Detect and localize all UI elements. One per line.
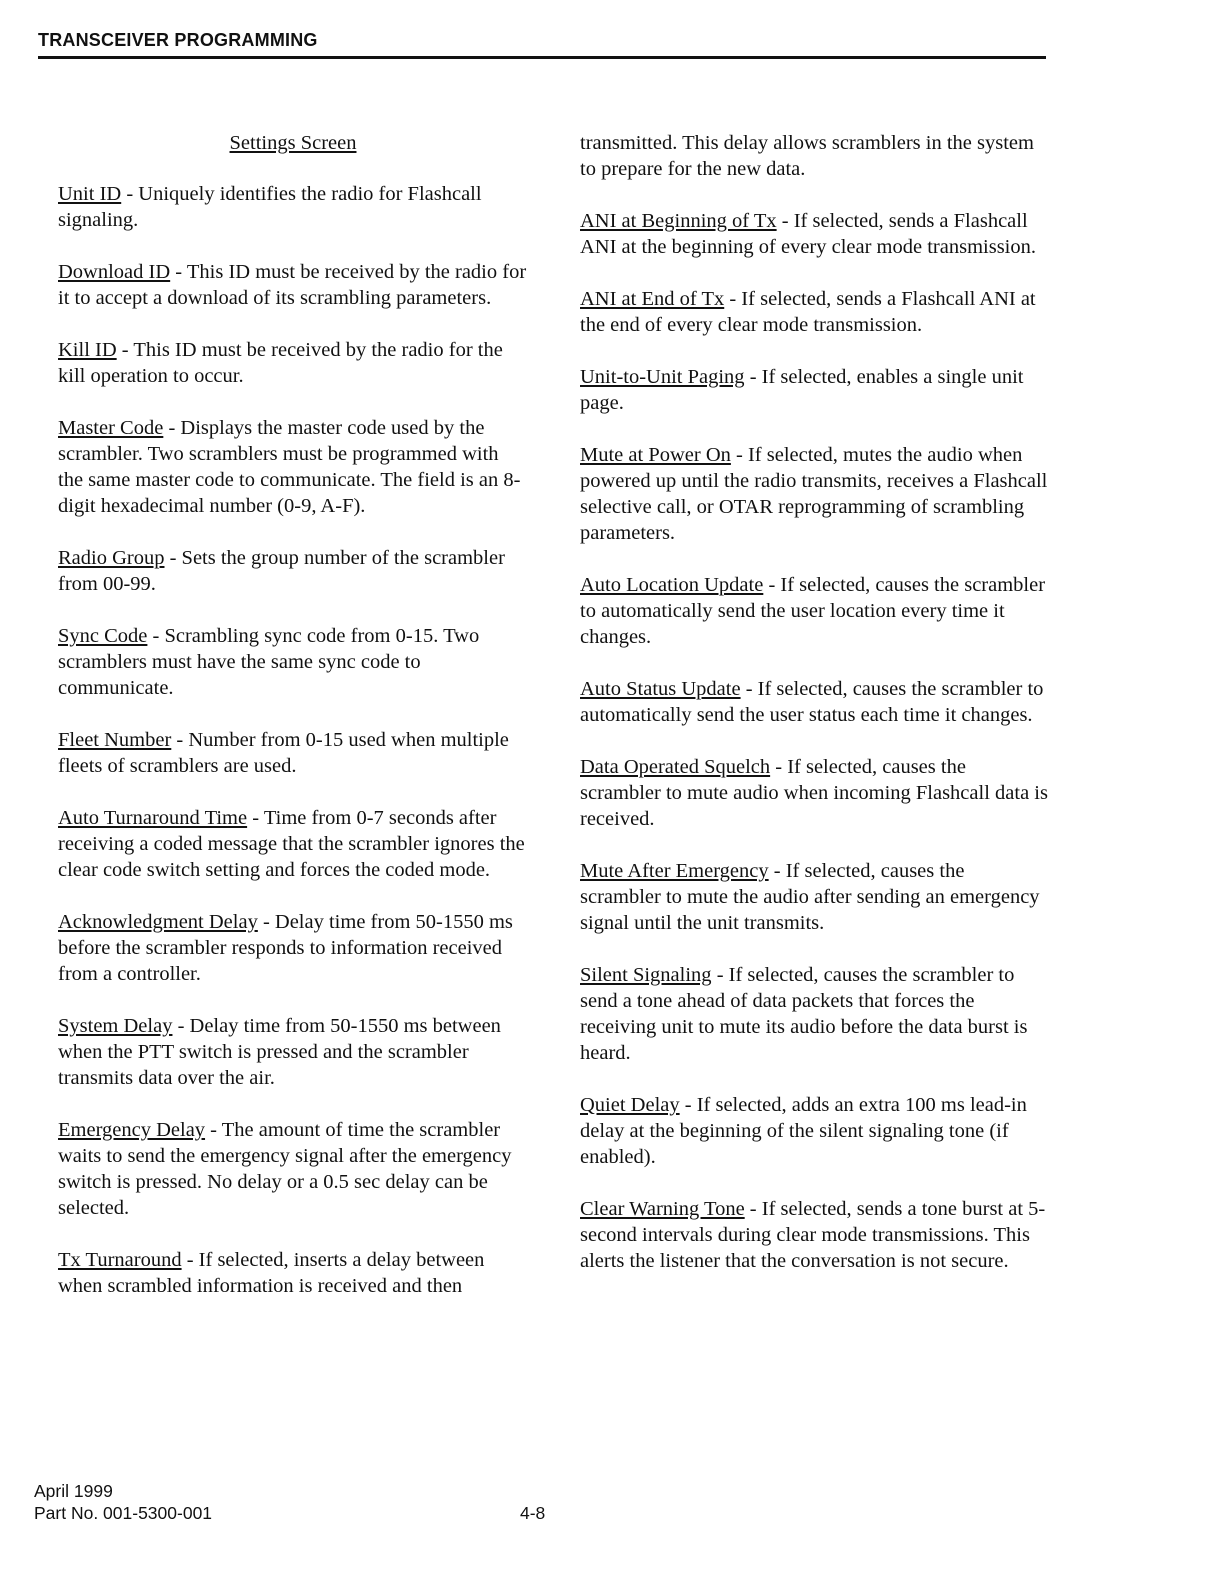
entry-term: Download ID	[58, 261, 171, 283]
entry-description: - If selected, causes the scrambler to send a tone ahead of data packets that forces the receiving unit to mute its audio before the data burst is heard.	[580, 964, 1028, 1064]
footer-date: April 1999	[34, 1481, 113, 1501]
entry-description: - If selected, enables a single unit page.	[580, 366, 1024, 414]
entry-auto-turnaround-time	[58, 805, 528, 883]
entry-term: Data Operated Squelch	[580, 756, 771, 778]
entry-tx-turnaround	[58, 1247, 528, 1299]
entry-term: Sync Code	[58, 625, 148, 647]
entry-unit-id	[58, 181, 528, 233]
right-column	[580, 130, 1050, 1300]
entry-data-operated-squelch	[580, 754, 1050, 832]
page-number: 4-8	[520, 1503, 546, 1523]
entry-term: Auto Turnaround Time	[58, 807, 248, 829]
entry-description: - Displays the master code used by the scrambler. Two scramblers must be programmed with the same master code to communicate. The field is an 8-digit hexadecimal number (0-9, A-F).	[58, 417, 521, 517]
entry-term: Quiet Delay	[580, 1094, 680, 1116]
entry-term: Fleet Number	[58, 729, 172, 751]
entry-acknowledgment-delay	[58, 909, 528, 987]
entry-fleet-number	[58, 727, 528, 779]
entry-description: - Uniquely identifies the radio for Flashcall signaling.	[58, 183, 482, 231]
entry-system-delay	[58, 1013, 528, 1091]
entry-term: ANI at Beginning of Tx	[580, 210, 777, 232]
entry-description: - If selected, sends a Flashcall ANI at the beginning of every clear mode transmission.	[580, 210, 1036, 258]
entry-term: Master Code	[58, 417, 164, 439]
entry-description: - Number from 0-15 used when multiple fleets of scramblers are used.	[58, 729, 509, 777]
entry-description: - Sets the group number of the scrambler from 00-99.	[58, 547, 505, 595]
entry-term: ANI at End of Tx	[580, 288, 725, 310]
entry-mute-after-emergency	[580, 858, 1050, 936]
entry-description: - This ID must be received by the radio for it to accept a download of its scrambling parameters.	[58, 261, 527, 309]
header-title: TRANSCEIVER PROGRAMMING	[38, 30, 318, 50]
entry-unit-to-unit-paging	[580, 364, 1050, 416]
entry-description: - If selected, causes the scrambler to mute audio when incoming Flashcall data is received.	[580, 756, 1048, 830]
entry-term: Clear Warning Tone	[580, 1198, 745, 1220]
entry-download-id	[58, 259, 528, 311]
footer-part-number: Part No. 001-5300-001	[34, 1503, 213, 1523]
entry-master-code	[58, 415, 528, 519]
entry-auto-status-update	[580, 676, 1050, 728]
entry-description: - If selected, causes the scrambler to automatically send the user status each time it changes.	[580, 678, 1044, 726]
page-footer	[34, 1480, 212, 1524]
entry-ani-at-end	[580, 286, 1050, 338]
entry-mute-at-power-on	[580, 442, 1050, 546]
entry-term: Auto Status Update	[580, 678, 741, 700]
entry-sync-code	[58, 623, 528, 701]
entry-term: Acknowledgment Delay	[58, 911, 258, 933]
entry-description: - If selected, mutes the audio when powered up until the radio transmits, receives a Flashcall selective call, or OTAR reprogramming of scrambling parameters.	[580, 444, 1048, 544]
entry-auto-location-update	[580, 572, 1050, 650]
entry-description: - If selected, sends a Flashcall ANI at the end of every clear mode transmission.	[580, 288, 1036, 336]
entry-description: - Scrambling sync code from 0-15. Two scramblers must have the same sync code to communicate.	[58, 625, 480, 699]
entry-term: Mute After Emergency	[580, 860, 769, 882]
entry-description: - Time from 0-7 seconds after receiving a coded message that the scrambler ignores the clear code switch setting and forces the coded mode.	[58, 807, 525, 881]
entry-term: Emergency Delay	[58, 1119, 206, 1141]
entry-radio-group	[58, 545, 528, 597]
entry-term: Unit ID	[58, 183, 122, 205]
entry-description: - If selected, causes the scrambler to automatically send the user location every time it changes.	[580, 574, 1046, 648]
entry-term: Tx Turnaround	[58, 1249, 182, 1271]
entry-continuation: transmitted. This delay allows scramblers in the system to prepare for the new data.	[580, 132, 1034, 180]
entry-description: - If selected, causes the scrambler to mute the audio after sending an emergency signal until the unit transmits.	[580, 860, 1040, 934]
entry-description: - If selected, adds an extra 100 ms lead-in delay at the beginning of the silent signaling tone (if enabled).	[580, 1094, 1027, 1168]
section-title: Settings Screen	[229, 132, 357, 154]
entry-term: Unit-to-Unit Paging	[580, 366, 745, 388]
entry-kill-id	[58, 337, 528, 389]
page-header	[38, 30, 1046, 59]
entry-description: - If selected, inserts a delay between when scrambled information is received and then	[58, 1249, 485, 1297]
entry-term: Kill ID	[58, 339, 117, 361]
entry-description: - Delay time from 50-1550 ms before the scrambler responds to information received from a controller.	[58, 911, 513, 985]
entry-description: - The amount of time the scrambler waits to send the emergency signal after the emergency switch is pressed. No delay or a 0.5 sec delay can be selected.	[58, 1119, 512, 1219]
entry-term: Silent Signaling	[580, 964, 712, 986]
entry-description: - Delay time from 50-1550 ms between when the PTT switch is pressed and the scrambler transmits data over the air.	[58, 1015, 501, 1089]
entry-description: - This ID must be received by the radio for the kill operation to occur.	[58, 339, 503, 387]
entry-quiet-delay	[580, 1092, 1050, 1170]
entry-description: - If selected, sends a tone burst at 5-second intervals during clear mode transmissions. This alerts the listener that the conversation is not secure.	[580, 1198, 1046, 1272]
entry-term: System Delay	[58, 1015, 173, 1037]
entry-emergency-delay	[58, 1117, 528, 1221]
entry-term: Mute at Power On	[580, 444, 731, 466]
entry-term: Radio Group	[58, 547, 165, 569]
entry-silent-signaling	[580, 962, 1050, 1066]
entry-term: Auto Location Update	[580, 574, 764, 596]
left-column	[58, 130, 528, 1325]
entry-clear-warning-tone	[580, 1196, 1050, 1274]
entry-ani-at-beginning	[580, 208, 1050, 260]
